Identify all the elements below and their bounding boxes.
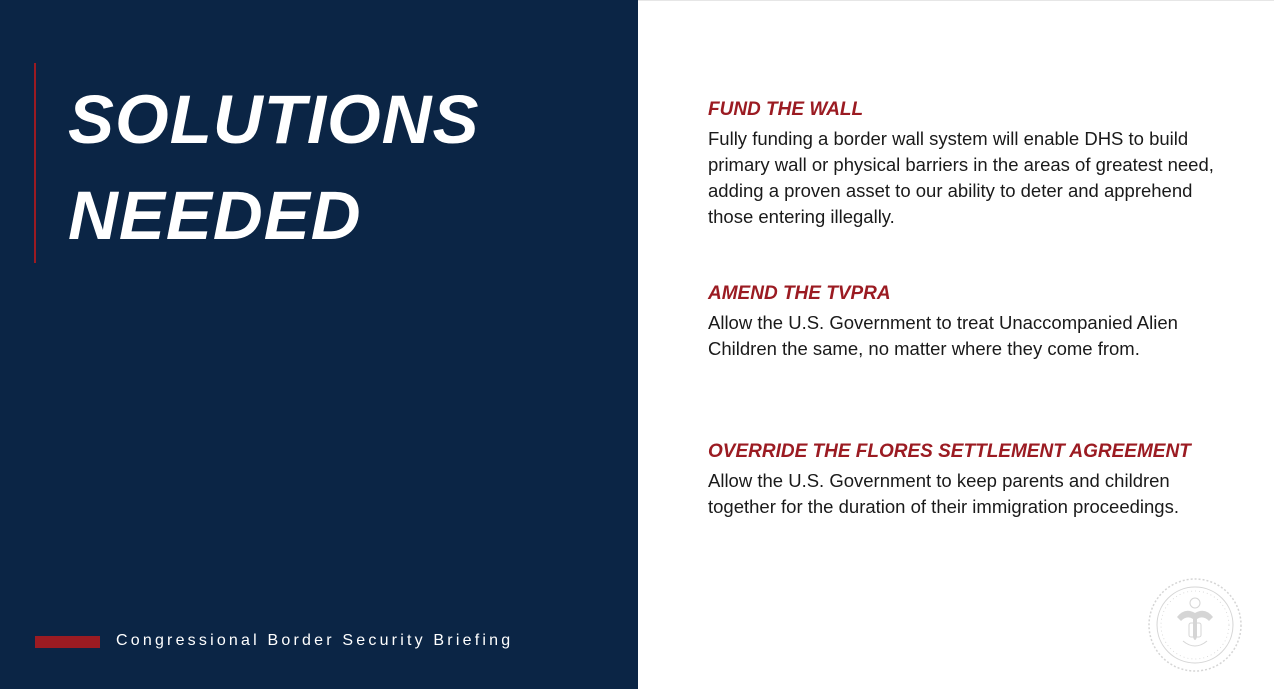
solution-heading: OVERRIDE THE FLORES SETTLEMENT AGREEMENT xyxy=(708,441,1191,462)
presidential-seal-icon xyxy=(1147,577,1243,673)
slide-title-line-2: NEEDED xyxy=(68,177,362,254)
solution-body: Allow the U.S. Government to keep parents and children together for the duration of their immigration proceedings. xyxy=(708,470,1179,517)
footer-label: Congressional Border Security Briefing xyxy=(116,632,514,649)
slide-title xyxy=(68,72,480,264)
solution-amend-tvpra xyxy=(708,283,1218,362)
solution-heading: AMEND THE TVPRA xyxy=(708,283,891,304)
solution-body: Fully funding a border wall system will enable DHS to build primary wall or physical barriers in the areas of greatest need, adding a proven asset to our ability to deter and apprehend those entering illegally. xyxy=(708,128,1214,227)
solution-fund-the-wall xyxy=(708,99,1218,230)
title-accent-rule xyxy=(34,63,36,263)
footer-accent-bar xyxy=(35,636,100,648)
slide-title-line-1: SOLUTIONS xyxy=(68,81,480,158)
solution-heading: FUND THE WALL xyxy=(708,99,864,120)
solution-override-flores xyxy=(708,441,1218,520)
solution-body: Allow the U.S. Government to treat Unaccompanied Alien Children the same, no matter where they come from. xyxy=(708,312,1178,359)
